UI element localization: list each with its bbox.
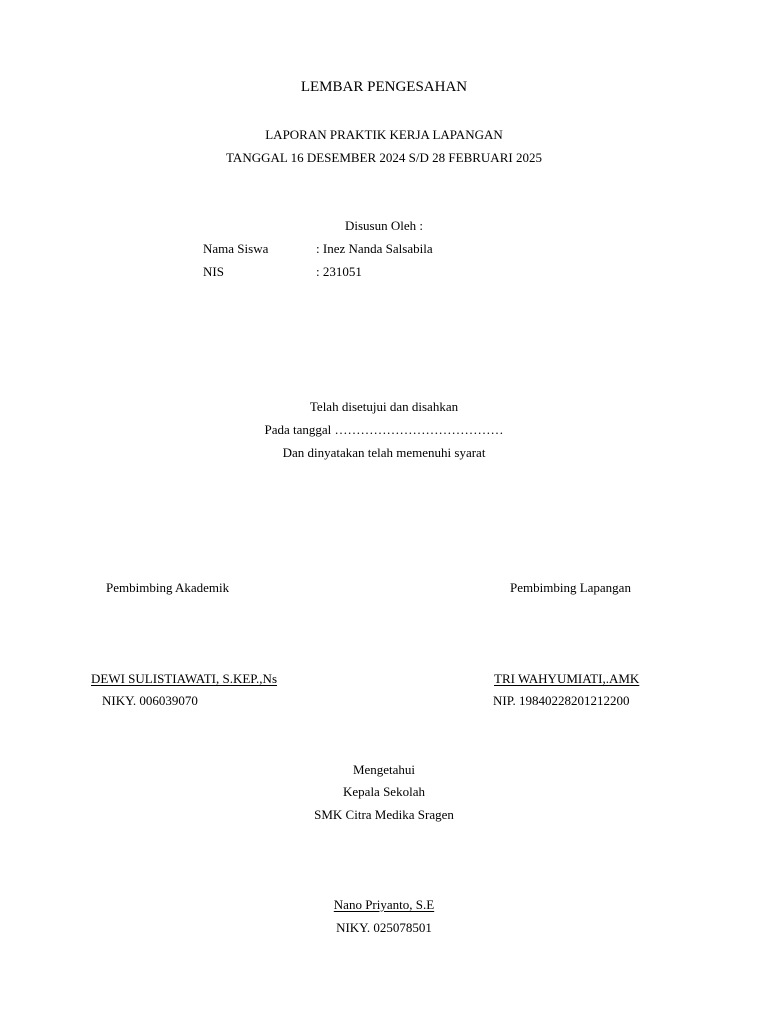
nis-value: : 231051 bbox=[316, 264, 362, 279]
report-title: LAPORAN PRAKTIK KERJA LAPANGAN bbox=[265, 127, 503, 142]
student-name-label: Nama Siswa bbox=[203, 241, 269, 256]
author-heading: Disusun Oleh : bbox=[345, 218, 423, 233]
school-name: SMK Citra Medika Sragen bbox=[314, 807, 454, 822]
approval-date-line: Pada tanggal ………………………………… bbox=[264, 422, 504, 437]
acknowledgment-heading: Mengetahui bbox=[352, 762, 416, 777]
academic-advisor-name: DEWI SULISTIAWATI, S.KEP.,Ns bbox=[91, 671, 278, 686]
nis-label: NIS bbox=[203, 264, 224, 279]
field-advisor-name: TRI WAHYUMIATI,.AMK bbox=[494, 671, 640, 686]
student-name-value: : Inez Nanda Salsabila bbox=[316, 241, 433, 256]
field-advisor-role: Pembimbing Lapangan bbox=[510, 580, 631, 595]
principal-name-wrapper bbox=[0, 898, 768, 911]
principal-name: Nano Priyanto, S.E bbox=[333, 897, 435, 912]
academic-advisor-id: NIKY. 006039070 bbox=[102, 693, 198, 708]
field-advisor-id: NIP. 19840228201212200 bbox=[493, 693, 630, 708]
principal-id: NIKY. 025078501 bbox=[336, 920, 432, 935]
principal-title: Kepala Sekolah bbox=[343, 784, 425, 799]
report-date: TANGGAL 16 DESEMBER 2024 S/D 28 FEBRUARI 2025 bbox=[226, 150, 542, 165]
approval-line-1: Telah disetujui dan disahkan bbox=[309, 399, 459, 414]
academic-advisor-role: Pembimbing Akademik bbox=[106, 580, 230, 595]
approval-line-3: Dan dinyatakan telah memenuhi syarat bbox=[282, 445, 486, 460]
page-title: LEMBAR PENGESAHAN bbox=[300, 79, 468, 95]
